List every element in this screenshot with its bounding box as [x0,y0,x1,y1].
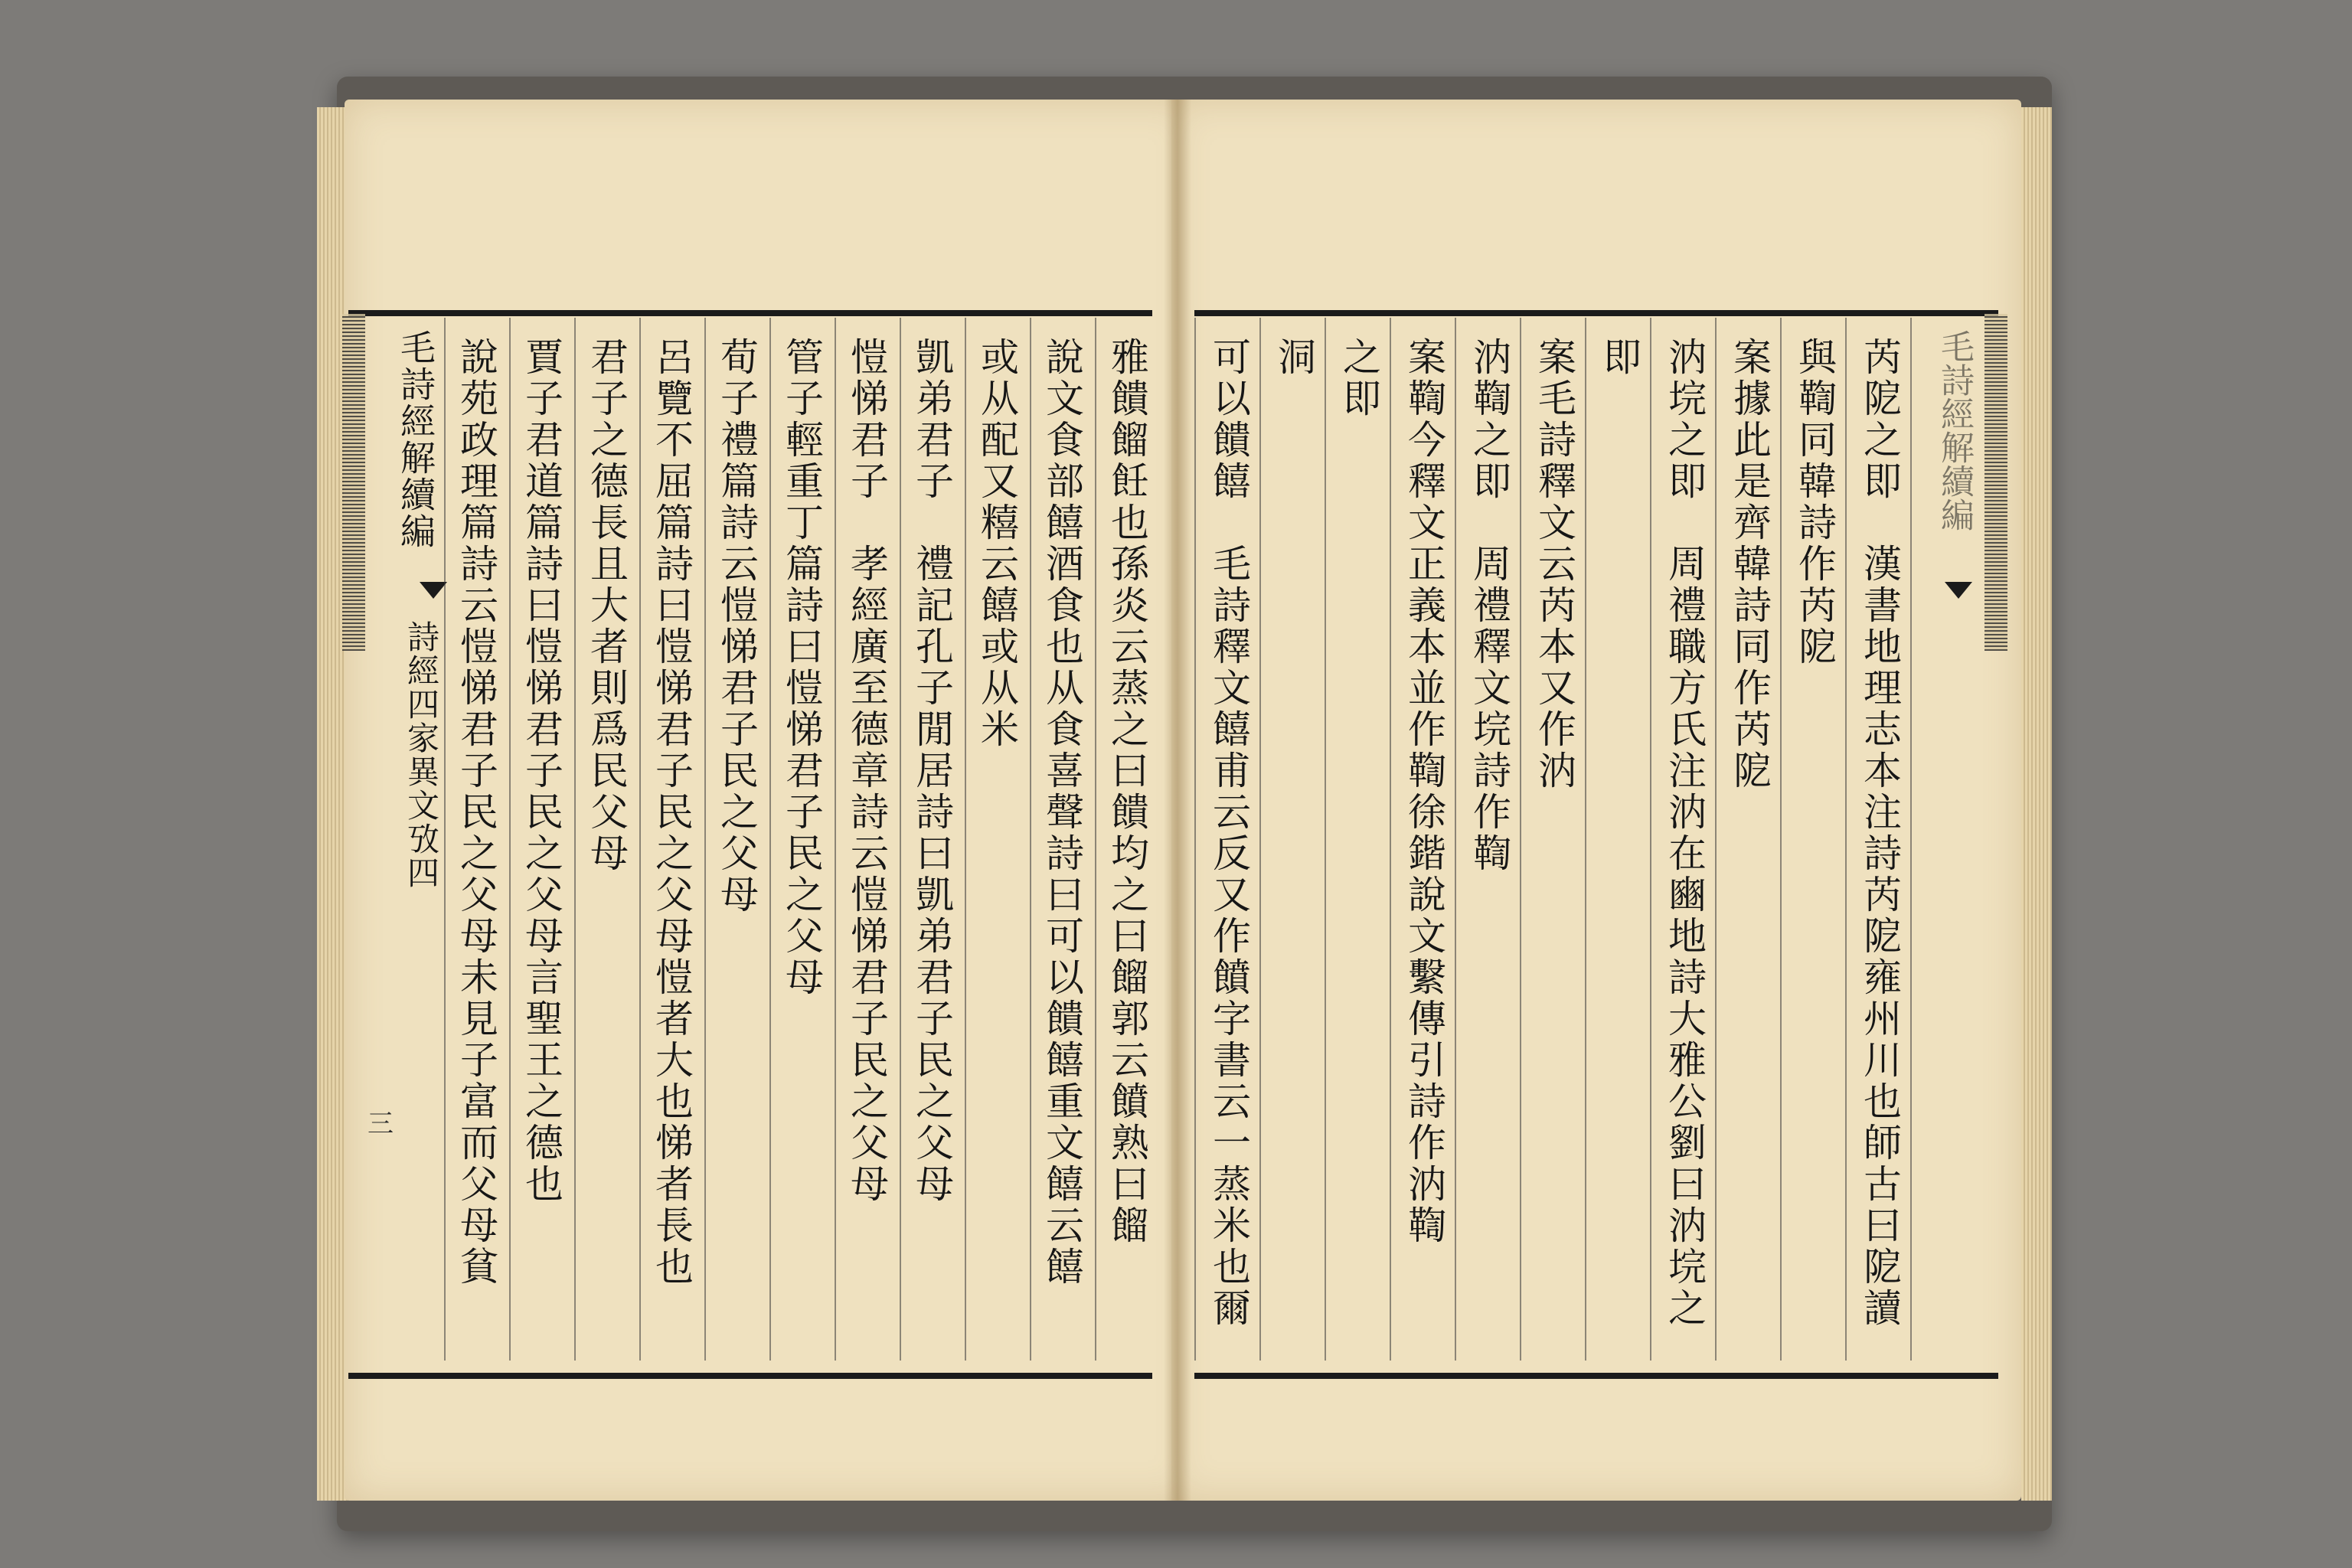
left-column-5: 愷悌君子 孝經廣至德章詩云愷悌君子民之父母 [844,337,889,1205]
left-page-fishtail-edge [342,314,365,651]
right-margin-title: 毛詩經解續編 [1935,329,1974,531]
left-column-1: 雅饋餾飪也孫炎云蒸之曰饋均之曰餾郭云饙熟曰餾 [1105,337,1149,1246]
left-column-2: 說文食部饎酒食也从食喜聲詩曰可以饋饎重文饎云饎 [1040,337,1084,1288]
right-page-fishtail-edge [1984,314,2007,651]
right-fishtail-mark [1945,582,1972,599]
left-column-9: 君子之德長且大者則爲民父母 [584,337,629,874]
left-column-6: 管子輕重丁篇詩曰愷悌君子民之父母 [779,337,824,998]
right-page-edges [2021,107,2052,1501]
left-column-4: 凱弟君子 禮記孔子閒居詩曰凱弟君子民之父母 [910,337,954,1205]
right-column-4: 汭垸之即 周禮職方氏注汭在豳地詩大雅公劉曰汭垸之 [1662,337,1707,1329]
right-column-6: 案毛詩釋文云芮本又作汭 [1532,337,1576,792]
left-column-10: 賈子君道篇詩曰愷悌君子民之父母言聖王之德也 [519,337,564,1205]
right-column-9: 之即 [1337,337,1381,420]
left-center-title: 毛詩經解續編 [395,329,436,550]
left-column-11: 說苑政理篇詩云愷悌君子民之父母未見子富而父母貧 [454,337,498,1288]
right-column-2: 與鞫同韓詩作芮阸 [1792,337,1837,668]
left-column-7: 荀子禮篇詩云愷悌君子民之父母 [714,337,759,916]
right-column-1: 芮阸之即 漢書地理志本注詩芮阸雍州川也師古曰阸讀 [1857,337,1902,1329]
left-column-3: 或从配又糦云饎或从米 [975,337,1019,750]
right-column-8: 案鞫今釋文正義本並作鞫徐鍇說文繫傳引詩作汭鞫 [1402,337,1446,1246]
right-column-5: 即 [1597,337,1642,378]
left-fishtail-mark [420,582,447,599]
right-column-11: 可以饋饎 毛詩釋文饎甫云反又作饙字書云一蒸米也爾 [1207,337,1251,1329]
book-gutter [1164,100,1191,1501]
right-column-3: 案據此是齊韓詩同作芮阸 [1727,337,1772,792]
left-page-number: 三 [368,1109,394,1139]
right-column-7: 汭鞫之即 周禮釋文垸詩作鞫 [1467,337,1511,874]
right-column-10: 洞 [1272,337,1316,378]
left-column-8: 呂覽不屈篇詩曰愷悌君子民之父母愷者大也悌者長也 [649,337,694,1288]
left-center-subtitle: 詩經四家異文攷四 [403,620,440,890]
